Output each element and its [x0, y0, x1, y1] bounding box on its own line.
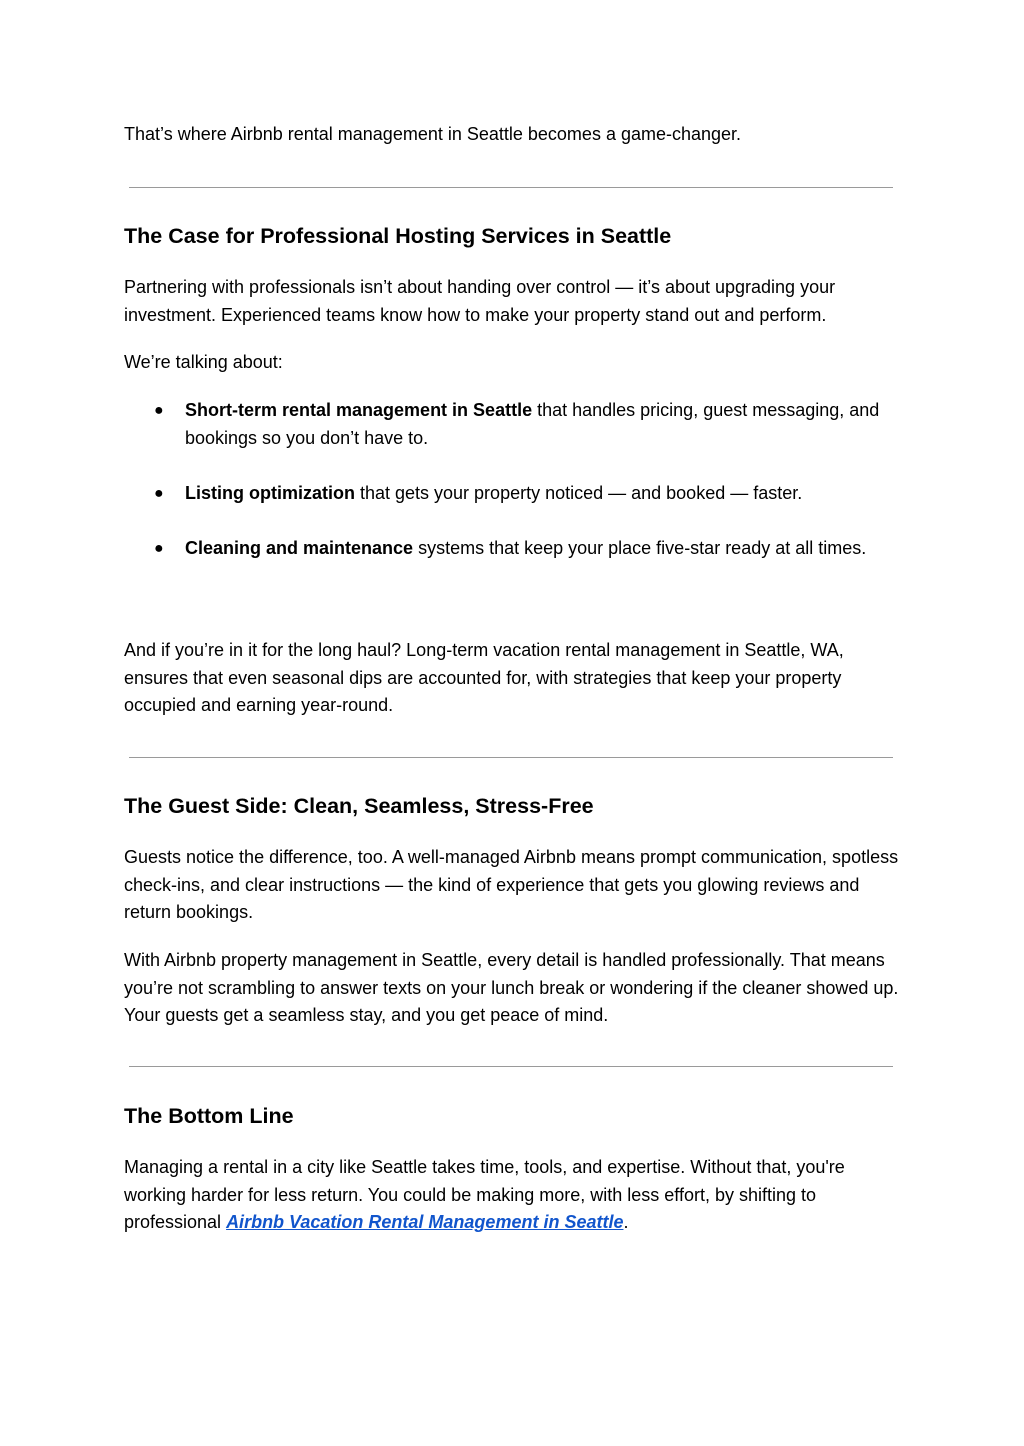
list-item-rest: systems that keep your place five-star ready at all times. [413, 538, 867, 558]
section-divider [129, 757, 893, 758]
section2-paragraph-2: With Airbnb property management in Seattle, every detail is handled professionally. That means you’re not scrambling to answer texts on your lunch break or wondering if the cleaner showed up. Your guests get a seamless stay, and you get peace of mind. [124, 950, 899, 1025]
section-heading-guest-side: The Guest Side: Clean, Seamless, Stress-Free [124, 794, 594, 818]
list-item-bold: Short-term rental management in Seattle [185, 400, 533, 420]
list-item-text [185, 535, 897, 563]
list-item-rest: that handles pricing, guest messaging, and bookings so you don’t have to. [185, 400, 880, 448]
bullet-dot-icon: ● [154, 485, 164, 502]
section-heading-bottom-line: The Bottom Line [124, 1104, 294, 1128]
intro-paragraph: That’s where Airbnb rental management in Seattle becomes a game-changer. [124, 124, 742, 144]
list-item-text [185, 480, 897, 508]
section1-paragraph-3: And if you’re in it for the long haul? Long-term vacation rental management in Seattle, WA, ensures that even seasonal dips are accounted for, with strategies that keep your property occupied and earning year-round. [124, 640, 844, 715]
list-item-bold: Cleaning and maintenance [185, 538, 414, 558]
list-item-rest: that gets your property noticed — and booked — faster. [354, 483, 803, 503]
section1-paragraph-1: Partnering with professionals isn’t about handing over control — it’s about upgrading your investment. Experienced teams know how to make your property stand out and perform. [124, 277, 836, 325]
section3-paragraph [124, 1154, 899, 1237]
list-item-text [185, 397, 897, 452]
list-item-bold: Listing optimization [185, 483, 355, 503]
section-divider [129, 187, 893, 188]
section3-period: . [623, 1212, 629, 1232]
section-divider [129, 1066, 893, 1067]
section3-text: Managing a rental in a city like Seattle takes time, tools, and expertise. Without that, you're working harder for less return. You could be making more, with less effort, by shifting to professional [124, 1157, 845, 1232]
section1-paragraph-2: We’re talking about: [124, 352, 283, 372]
section2-paragraph-1: Guests notice the difference, too. A well-managed Airbnb means prompt communication, spotless check-ins, and clear instructions — the kind of experience that gets you glowing reviews and return bookings. [124, 847, 899, 922]
bullet-dot-icon: ● [154, 402, 164, 419]
section-heading-professional-hosting: The Case for Professional Hosting Services in Seattle [124, 224, 672, 248]
airbnb-management-link[interactable]: Airbnb Vacation Rental Management in Seattle [226, 1212, 624, 1232]
bullet-dot-icon: ● [154, 540, 164, 557]
